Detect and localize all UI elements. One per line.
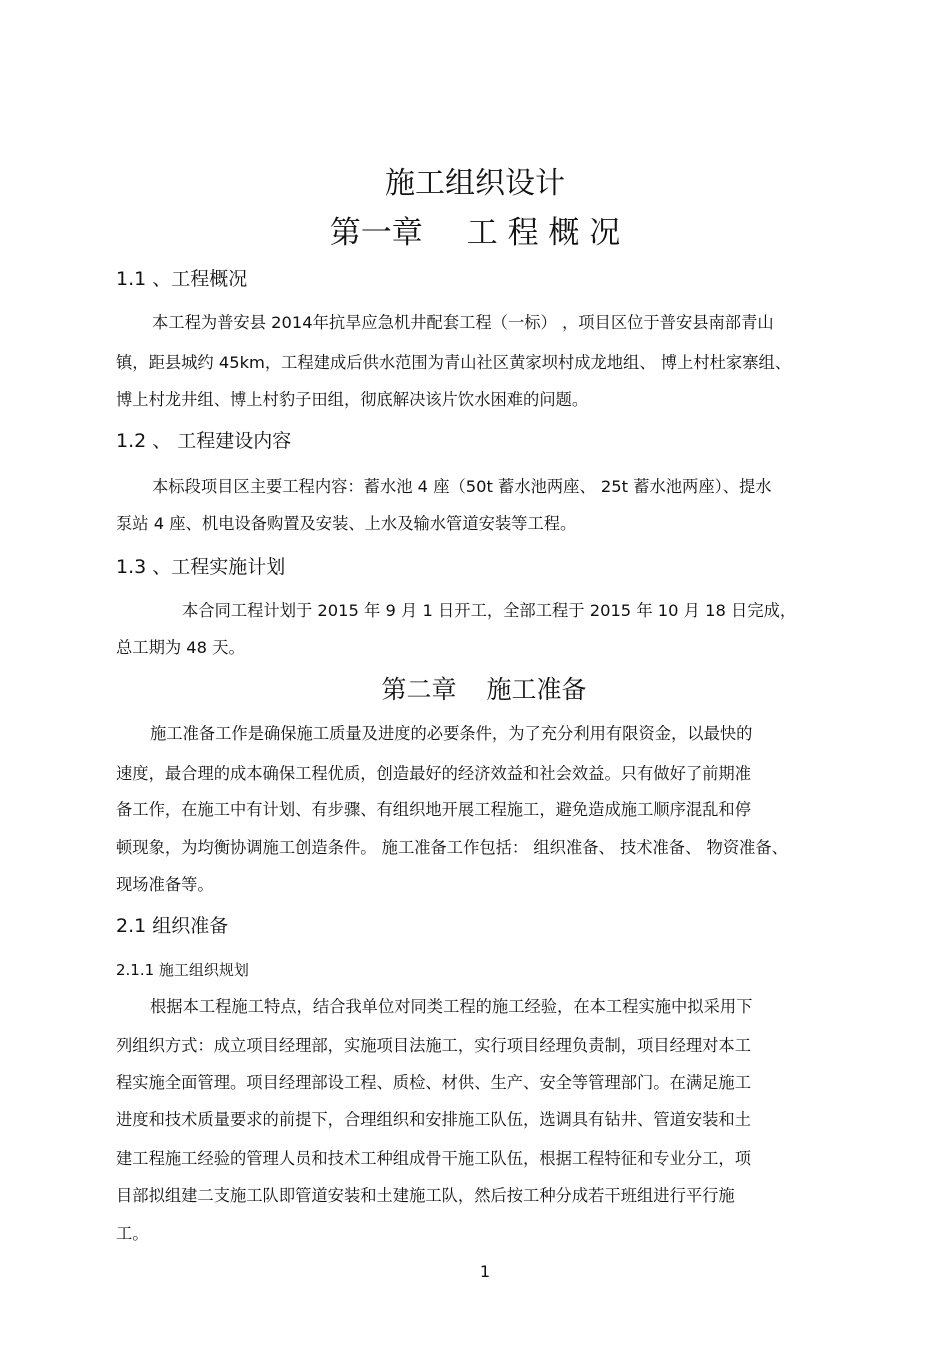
chapter-2-line: 速度，最合理的成本确保工程优质，创造最好的经济效益和社会效益。只有做好了前期准 — [116, 764, 751, 783]
section-1-3-line: 总工期为 48 天。 — [116, 638, 245, 657]
section-1-1-line: 本工程为普安县 2014年抗旱应急机井配套工程（一标） ，项目区位于普安县南部青山 — [152, 313, 774, 332]
chapter-2-line: 施工准备工作是确保施工质量及进度的必要条件，为了充分利用有限资金，以最快的 — [150, 724, 753, 743]
chapter-1-title: 工 程 概 况 — [466, 215, 621, 251]
section-1-2-line: 本标段项目区主要工程内容：蓄水池 4 座（50t 蓄水池两座、 25t 蓄水池两座）、提水 — [152, 477, 772, 496]
section-2-1-1-line: 建工程施工经验的管理人员和技术工种组成骨干施工队伍，根据工程特征和专业分工，项 — [116, 1149, 751, 1168]
section-2-1-1-line: 根据本工程施工特点，结合我单位对同类工程的施工经验，在本工程实施中拟采用下 — [150, 997, 753, 1016]
section-1-2-line: 泵站 4 座、机电设备购置及安装、上水及输水管道安装等工程。 — [116, 514, 577, 533]
chapter-2-label: 第二章 — [381, 675, 457, 704]
chapter-2-title: 施工准备 — [486, 675, 587, 704]
section-1-3-heading: 1.3 、工程实施计划 — [116, 556, 286, 578]
chapter-2-line: 现场准备等。 — [116, 875, 214, 894]
section-2-1-1-line: 程实施全面管理。项目经理部设工程、质检、材供、生产、安全等管理部门。在满足施工 — [116, 1073, 751, 1092]
section-1-1-line: 博上村龙井组、博上村豹子田组，彻底解决该片饮水困难的问题。 — [116, 390, 589, 409]
section-2-1-heading: 2.1 组织准备 — [116, 915, 229, 937]
chapter-1-heading — [0, 207, 950, 252]
page-number: 1 — [479, 1262, 491, 1281]
section-1-1-heading: 1.1 、工程概况 — [116, 268, 248, 290]
chapter-2-line: 顿现象，为均衡协调施工创造条件。 施工准备工作包括： 组织准备、 技术准备、 物资准备、 — [116, 838, 788, 857]
section-2-1-1-line: 工。 — [116, 1224, 149, 1243]
document-title: 施工组织设计 — [385, 166, 565, 201]
section-1-2-heading: 1.2 、 工程建设内容 — [116, 430, 292, 452]
section-2-1-1-line: 进度和技术质量要求的前提下，合理组织和安排施工队伍，选调具有钻井、管道安装和土 — [116, 1110, 751, 1129]
section-2-1-1-line: 列组织方式：成立项目经理部，实施项目法施工，实行项目经理负责制，项目经理对本工 — [116, 1036, 751, 1055]
section-1-3-line: 本合同工程计划于 2015 年 9 月 1 日开工，全部工程于 2015 年 10 月 18 日完成， — [182, 601, 797, 620]
chapter-2-heading — [0, 670, 950, 706]
section-1-1-line: 镇，距县城约 45km，工程建成后供水范围为青山社区黄家坝村成龙地组、 博上村杜家寨组、 — [116, 353, 792, 372]
section-2-1-1-line: 目部拟组建二支施工队即管道安装和土建施工队，然后按工种分成若干班组进行平行施 — [116, 1186, 735, 1205]
section-2-1-1-heading: 2.1.1 施工组织规划 — [116, 961, 249, 979]
chapter-2-line: 备工作，在施工中有计划、有步骤、有组织地开展工程施工，避免造成施工顺序混乱和停 — [116, 800, 751, 819]
chapter-1-label: 第一章 — [329, 215, 423, 251]
